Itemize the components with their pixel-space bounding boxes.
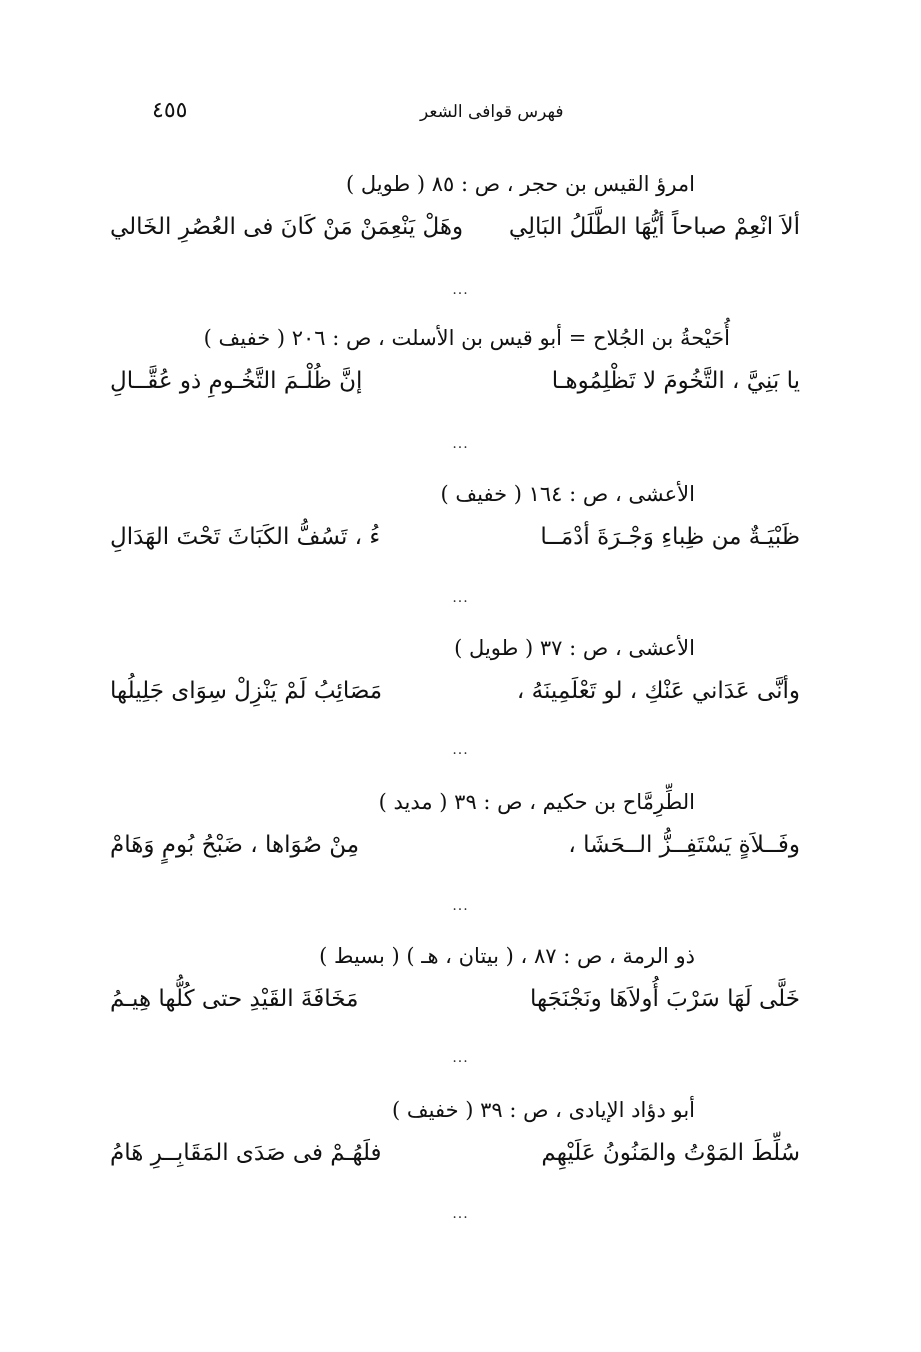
entry-separator: ... bbox=[452, 282, 469, 298]
entry-attribution: أبو دؤاد الإيادى ، ص : ٣٩ ( خفيف ) bbox=[392, 1098, 695, 1122]
running-title: فهرس قوافى الشعر bbox=[420, 102, 564, 122]
first-hemistich: يا بَنِيَّ ، التَّخُومَ لا تَظْلِمُوهـا bbox=[551, 368, 800, 394]
entry-attribution: ذو الرمة ، ص : ٨٧ ، ( بيتان ، هـ ) ( بسيط ) bbox=[319, 944, 695, 968]
entry-attribution: الأعشى ، ص : ٣٧ ( طويل ) bbox=[454, 636, 695, 660]
verse-line bbox=[110, 524, 800, 564]
entry-separator: ... bbox=[452, 898, 469, 914]
first-hemistich: ألاَ انْعِمْ صباحاً أيُّهَا الطَّلَلُ البَالِي bbox=[508, 214, 800, 240]
second-hemistich: ءُ ، تَسُفُّ الكَبَاثَ تَحْتَ الهَدَالِ bbox=[110, 524, 381, 550]
second-hemistich: مِنْ صُوَاها ، ضَبْحُ بُومٍ وَهَامْ bbox=[110, 832, 360, 858]
second-hemistich: إنَّ ظُلْـمَ التَّخُـومِ ذو عُقَّــالِ bbox=[110, 368, 363, 394]
verse-line bbox=[110, 1140, 800, 1180]
second-hemistich: وهَلْ يَنْعِمَنْ مَنْ كَانَ فى العُصُرِ الخَالي bbox=[110, 214, 464, 240]
page-header bbox=[120, 98, 800, 138]
entry-separator: ... bbox=[452, 590, 469, 606]
page-number: ٤٥٥ bbox=[152, 98, 188, 123]
first-hemistich: وأنَّى عَدَاني عَنْكِ ، لو تَعْلَمِينَهُ ، bbox=[516, 678, 800, 704]
entry-separator: ... bbox=[452, 742, 469, 758]
first-hemistich: سُلِّطَ المَوْتُ والمَنُونُ عَلَيْهِم bbox=[541, 1140, 800, 1166]
entry-separator: ... bbox=[452, 1206, 469, 1222]
first-hemistich: خَلَّى لَهَا سَرْبَ أُولاَهَا ونَجْنَجَها bbox=[530, 986, 800, 1012]
verse-line bbox=[110, 214, 800, 254]
verse-line bbox=[110, 986, 800, 1026]
verse-line bbox=[110, 832, 800, 872]
verse-line bbox=[110, 678, 800, 718]
first-hemistich: وفَــلاَةٍ يَسْتَفِــزُّ الــحَشَا ، bbox=[568, 832, 800, 858]
second-hemistich: مَصَائِبُ لَمْ يَنْزِلْ سِوَاى جَلِيلُها bbox=[110, 678, 383, 704]
entry-attribution: أُحَيْحةُ بن الجُلاح = أبو قيس بن الأسلت ، ص : ٢٠٦ ( خفيف ) bbox=[203, 326, 730, 350]
entry-attribution: الطِّرِمَّاح بن حكيم ، ص : ٣٩ ( مديد ) bbox=[378, 790, 695, 814]
second-hemistich: فلَهُـمْ فى صَدَى المَقَابِــرِ هَامُ bbox=[110, 1140, 382, 1166]
entry-separator: ... bbox=[452, 436, 469, 452]
entry-separator: ... bbox=[452, 1050, 469, 1066]
verse-line bbox=[110, 368, 800, 408]
second-hemistich: مَخَافَةَ القَيْدِ حتى كُلُّها هِيـمُ bbox=[110, 986, 359, 1012]
first-hemistich: ظَبْيَـةٌ من ظِباءِ وَجْـرَةَ أدْمَــا bbox=[540, 524, 800, 550]
entry-attribution: الأعشى ، ص : ١٦٤ ( خفيف ) bbox=[440, 482, 695, 506]
entry-attribution: امرؤ القيس بن حجر ، ص : ٨٥ ( طويل ) bbox=[346, 172, 695, 196]
